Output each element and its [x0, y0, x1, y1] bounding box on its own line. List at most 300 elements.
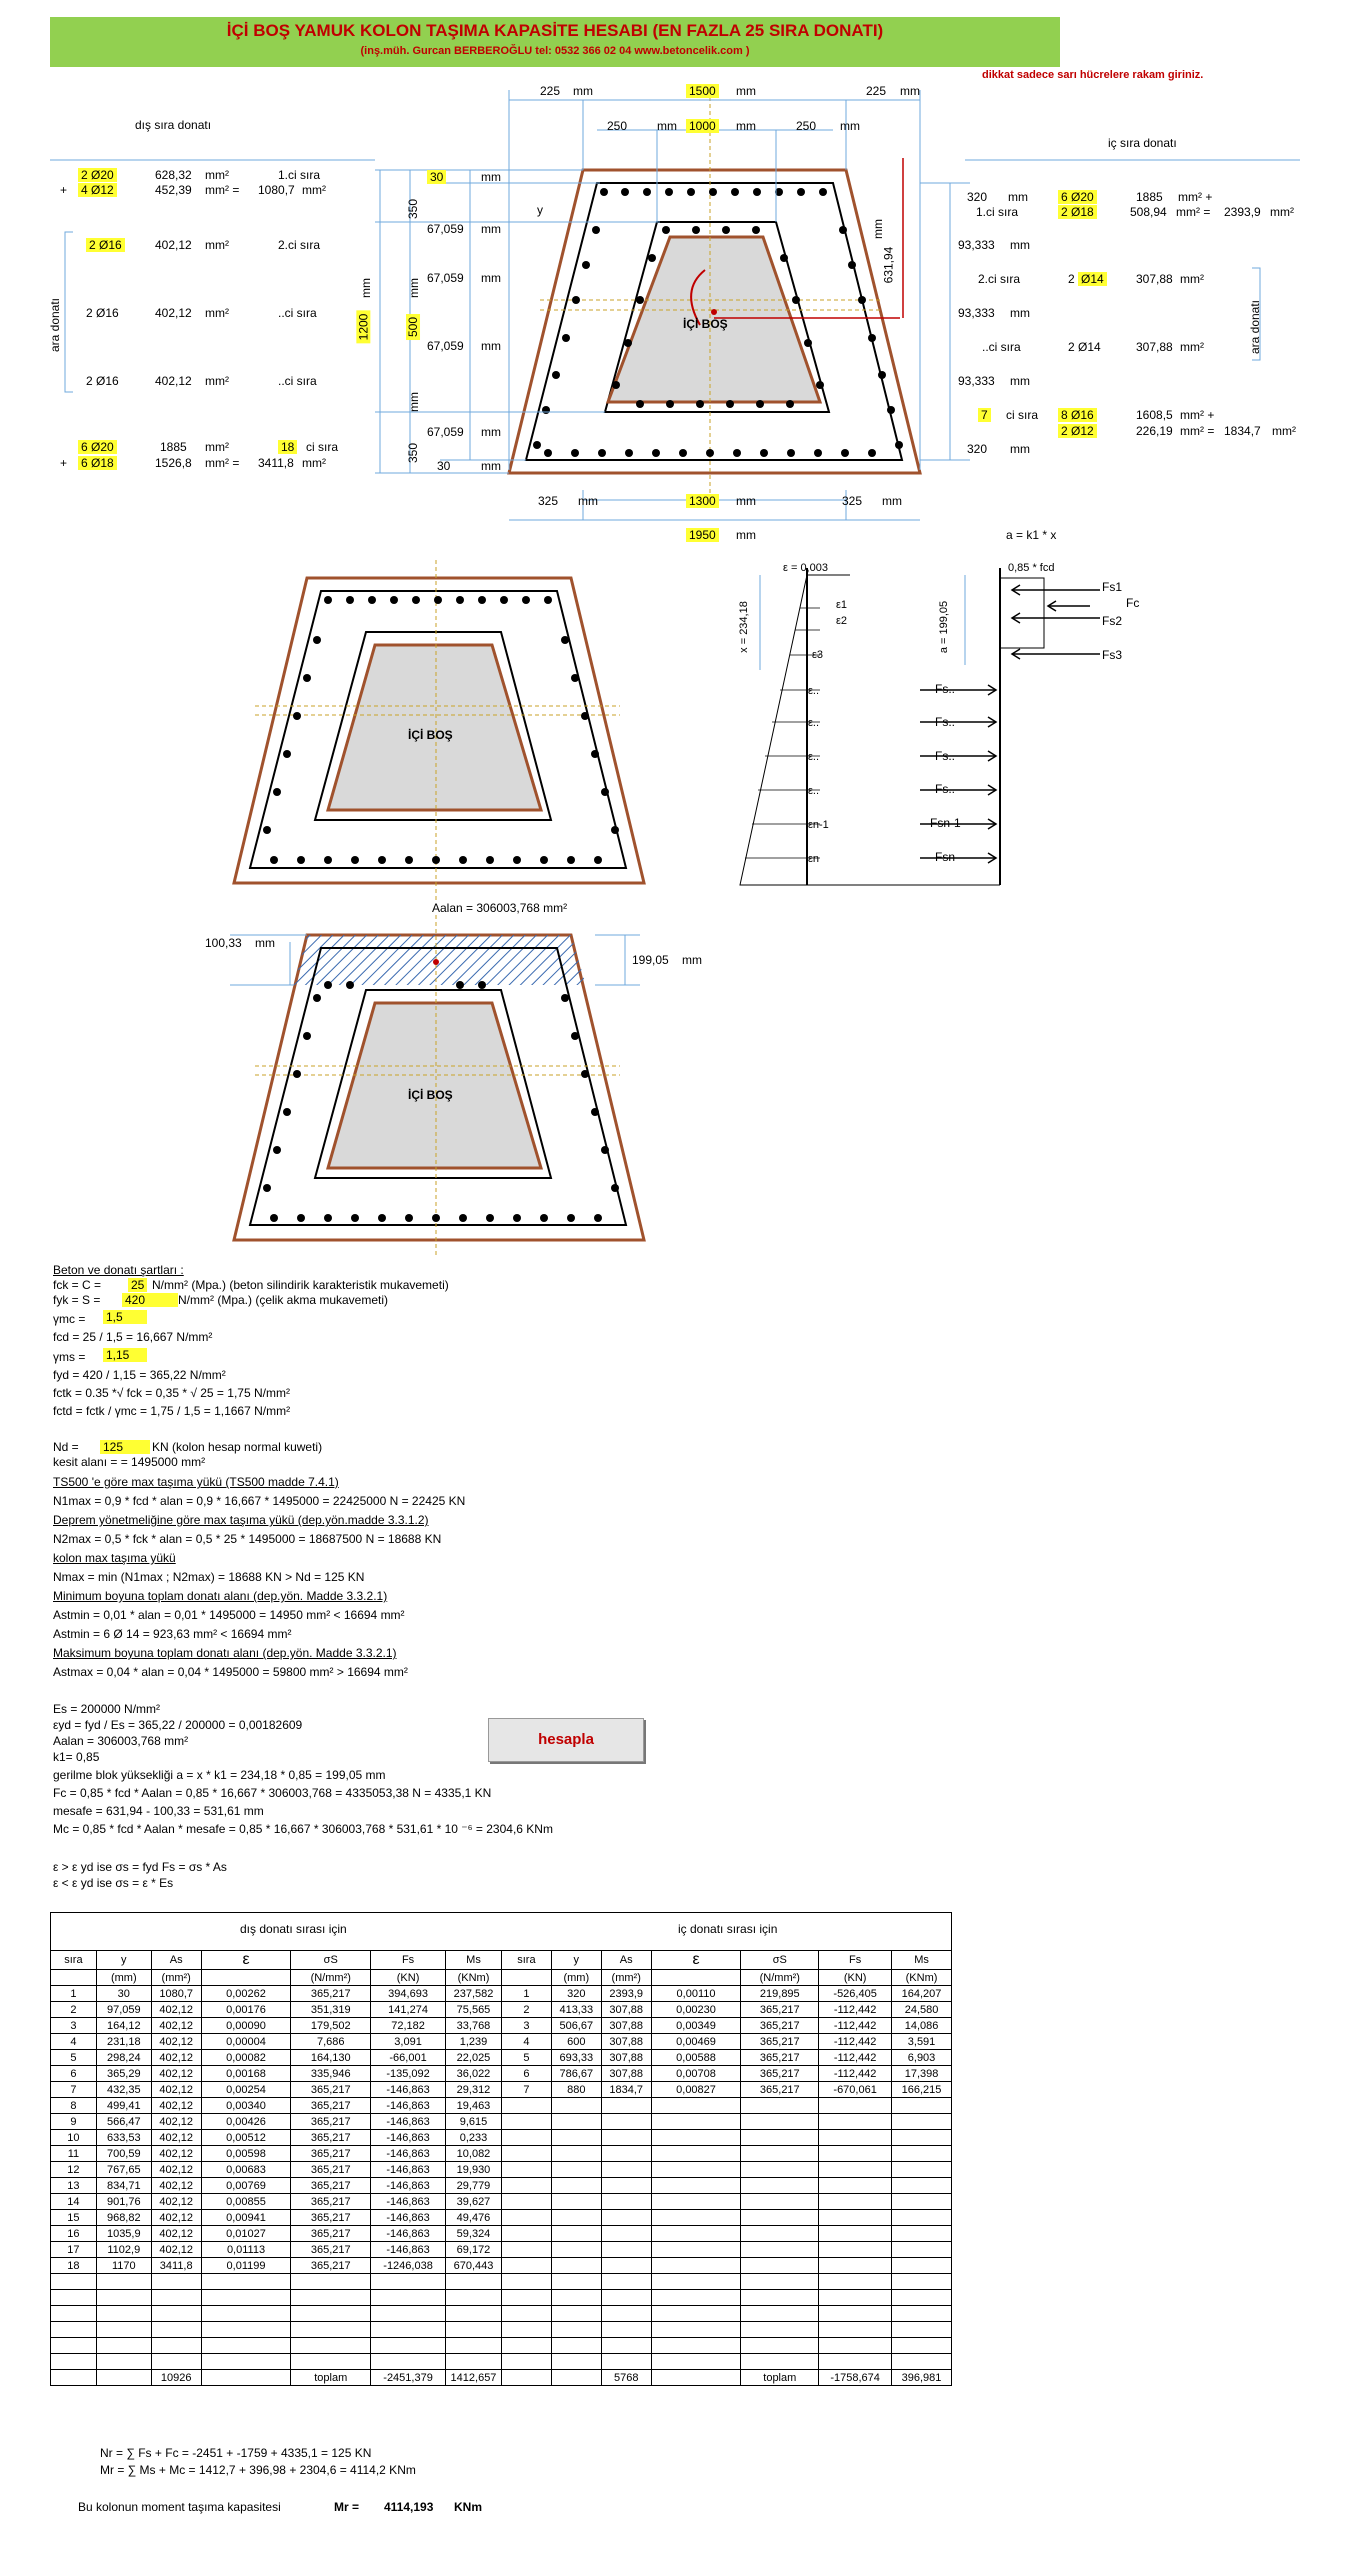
table-row	[502, 2306, 952, 2322]
table-cell: 320	[551, 1986, 601, 2002]
table-cell	[201, 2274, 291, 2290]
column-header: (mm²)	[151, 1970, 201, 1986]
table-cell: 365,217	[741, 2082, 819, 2098]
table-cell: 3,591	[892, 2034, 952, 2050]
table-cell: 0,00827	[651, 2082, 741, 2098]
table-cell	[741, 2130, 819, 2146]
force-fsn: Fsn	[935, 850, 956, 864]
mr-line: Mr = ∑ Ms + Mc = 1412,7 + 396,98 + 2304,6 = 4114,2 KNm	[100, 2463, 416, 2477]
column-header: sıra	[51, 1951, 97, 1970]
table-cell	[651, 2178, 741, 2194]
table-cell	[551, 2114, 601, 2130]
table-cell	[445, 2274, 501, 2290]
table-cell: 1834,7	[601, 2082, 651, 2098]
table-cell	[551, 2274, 601, 2290]
table-row	[502, 2002, 952, 2018]
table-cell	[651, 2290, 741, 2306]
table-row	[502, 2194, 952, 2210]
table-cell: 365,217	[291, 2098, 371, 2114]
total-cell	[201, 2370, 291, 2386]
input-inner-top[interactable]: 1000	[686, 119, 719, 133]
total-cell: toplam	[291, 2370, 371, 2386]
table-cell: 9	[51, 2114, 97, 2130]
table-cell: 402,12	[151, 2082, 201, 2098]
table-cell	[371, 2322, 446, 2338]
table-row	[51, 2354, 502, 2370]
column-header: (N/mm²)	[291, 1970, 371, 1986]
unit-eq: mm² =	[205, 456, 240, 470]
table-cell	[892, 2210, 952, 2226]
table-cell: 901,76	[96, 2194, 151, 2210]
table-total-row	[51, 2370, 502, 2386]
strain-en1: εn-1	[808, 819, 829, 831]
total-cell	[651, 2370, 741, 2386]
input-outer-last-num[interactable]: 18	[278, 440, 297, 454]
table-cell: 0,00855	[201, 2194, 291, 2210]
input-inner-r1a[interactable]: 6 Ø20	[1058, 190, 1097, 204]
fc-line: Fc = 0,85 * fcd * Aalan = 0,85 * 16,667 * 306003,768 = 4335053,38 N = 4335,1 KN	[53, 1786, 492, 1800]
table-cell	[551, 2290, 601, 2306]
table-cell	[371, 2274, 446, 2290]
table-cell	[651, 2274, 741, 2290]
table-cell	[96, 2322, 151, 2338]
strain-e1: ε1	[836, 599, 848, 611]
y-axis-label: y	[537, 203, 543, 217]
unit: mm²	[205, 374, 229, 388]
dim-unit: mm	[1010, 238, 1030, 252]
force-fs3: Fs3	[1102, 648, 1123, 662]
input-outer-r1a[interactable]: 2 Ø20	[78, 168, 117, 182]
table-cell	[601, 2290, 651, 2306]
table-cell: -135,092	[371, 2066, 446, 2082]
table-cell: 39,627	[445, 2194, 501, 2210]
outer-r1-sum: 1080,7	[258, 183, 295, 197]
table-cell: 1	[502, 1986, 552, 2002]
total-cell: -1758,674	[819, 2370, 892, 2386]
inner-r2-label: 2.ci sıra	[978, 272, 1021, 286]
table-cell	[551, 2354, 601, 2370]
dim-67-2: 67,059	[427, 271, 464, 285]
table-cell: 75,565	[445, 2002, 501, 2018]
strain-e3: ε3	[812, 649, 824, 661]
input-outer-r1b[interactable]: 4 Ø12	[78, 183, 117, 197]
table-cell: 394,693	[371, 1986, 446, 2002]
nmax-line: Nmax = min (N1max ; N2max) = 18688 KN > Nd = 125 KN	[53, 1570, 365, 1584]
table-cell: 166,215	[892, 2082, 952, 2098]
table-cell: -66,001	[371, 2050, 446, 2066]
column-header	[502, 1970, 552, 1986]
table-row	[51, 2242, 502, 2258]
table-cell	[892, 2274, 952, 2290]
table-header-row	[502, 1970, 952, 1986]
table-cell: 365,217	[291, 2210, 371, 2226]
table-cell: 6,903	[892, 2050, 952, 2066]
table-cell: 72,182	[371, 2018, 446, 2034]
table-cell	[502, 2338, 552, 2354]
inner-last-a-area: 1608,5	[1136, 408, 1173, 422]
table-cell	[201, 2306, 291, 2322]
total-cell	[51, 2370, 97, 2386]
table-cell: 2	[51, 2002, 97, 2018]
table-cell	[502, 2242, 552, 2258]
table-cell	[741, 2178, 819, 2194]
outer-r4-label: ..ci sıra	[278, 374, 317, 388]
total-cell: 1412,657	[445, 2370, 501, 2386]
table-cell	[291, 2306, 371, 2322]
hollow-label-2: İÇİ BOŞ	[408, 728, 453, 742]
mc-line: Mc = 0,85 * fcd * Aalan * mesafe = 0,85 * 16,667 * 306003,768 * 531,61 * 10 ⁻⁶ = 2304,6 KNm	[53, 1822, 553, 1836]
table-cell	[601, 2130, 651, 2146]
table-cell	[741, 2226, 819, 2242]
dim-unit: mm	[1010, 442, 1030, 456]
table-cell: 351,319	[291, 2002, 371, 2018]
table-cell: 413,33	[551, 2002, 601, 2018]
table-cell	[291, 2274, 371, 2290]
input-inner-last-num[interactable]: 7	[978, 408, 991, 422]
table-cell: 402,12	[151, 2114, 201, 2130]
table-cell	[151, 2338, 201, 2354]
input-inner-height[interactable]: 500	[406, 314, 420, 340]
table-cell: 880	[551, 2082, 601, 2098]
table-cell: 18	[51, 2258, 97, 2274]
unit-eq: mm² =	[1180, 424, 1215, 438]
input-inner-last-a[interactable]: 8 Ø16	[1058, 408, 1097, 422]
table-cell	[892, 2354, 952, 2370]
force-fs-dots: Fs..	[935, 749, 955, 763]
plus-sign: +	[60, 456, 68, 470]
table-cell: 6	[51, 2066, 97, 2082]
table-cell	[201, 2322, 291, 2338]
outer-r2-label: 2.ci sıra	[278, 238, 321, 252]
table-cell: 365,217	[291, 2082, 371, 2098]
table-row	[51, 2178, 502, 2194]
input-cover[interactable]: 30	[427, 170, 446, 184]
unit: mm²	[1180, 272, 1204, 286]
table-cell: 4	[51, 2034, 97, 2050]
column-header: (KNm)	[445, 1970, 501, 1986]
top-width-compression: 100,33	[205, 936, 242, 950]
area-line: kesit alanı = = 1495000 mm²	[53, 1455, 206, 1469]
table-cell	[291, 2354, 371, 2370]
table-cell: 7	[502, 2082, 552, 2098]
table-cell	[819, 2098, 892, 2114]
dim-unit: mm	[871, 219, 885, 239]
table-cell	[445, 2322, 501, 2338]
table-cell	[741, 2290, 819, 2306]
table-cell: 164,207	[892, 1986, 952, 2002]
table-cell: 1	[51, 1986, 97, 2002]
table-cell	[601, 2146, 651, 2162]
unit: mm²	[1270, 205, 1294, 219]
column-header: σS	[741, 1951, 819, 1970]
table-cell	[601, 2114, 651, 2130]
table-cell	[892, 2322, 952, 2338]
table-cell	[651, 2130, 741, 2146]
table-cell: 0,00512	[201, 2130, 291, 2146]
input-outer-last-b[interactable]: 6 Ø18	[78, 456, 117, 470]
outer-r1b-area: 452,39	[155, 183, 192, 197]
input-height[interactable]: 1200	[356, 311, 370, 344]
table-cell: 365,217	[291, 2194, 371, 2210]
input-inner-r2[interactable]: Ø14	[1078, 272, 1107, 286]
fcd-line: fcd = 25 / 1,5 = 16,667 N/mm²	[53, 1330, 213, 1344]
input-gamma-ms[interactable]: 1,15	[103, 1348, 147, 1362]
unit: mm²	[205, 168, 229, 182]
table-cell: 19,930	[445, 2162, 501, 2178]
outer-r3[interactable]: 2 Ø16	[86, 306, 119, 320]
input-outer-last-a[interactable]: 6 Ø20	[78, 440, 117, 454]
table-cell	[601, 2274, 651, 2290]
input-gamma-mc[interactable]: 1,5	[103, 1310, 147, 1324]
table-row	[502, 2258, 952, 2274]
table-cell	[892, 2146, 952, 2162]
inner-r3[interactable]: 2 Ø14	[1068, 340, 1101, 354]
input-fyk[interactable]: 420	[122, 1293, 178, 1307]
table-cell: 307,88	[601, 2002, 651, 2018]
column-header: (KNm)	[892, 1970, 952, 1986]
table-cell	[551, 2242, 601, 2258]
table-row	[502, 2178, 952, 2194]
calculate-button[interactable]: hesapla	[488, 1718, 644, 1762]
table-cell	[819, 2114, 892, 2130]
table-cell: 402,12	[151, 2066, 201, 2082]
dim-unit: mm	[736, 84, 756, 98]
table-cell: -146,863	[371, 2226, 446, 2242]
dim-325-right: 325	[842, 494, 863, 508]
table-cell: 164,130	[291, 2050, 371, 2066]
table-cell	[892, 2098, 952, 2114]
column-header: y	[96, 1951, 151, 1970]
table-cell	[151, 2322, 201, 2338]
dim-unit: mm	[359, 278, 373, 298]
total-cell: 396,981	[892, 2370, 952, 2386]
dim-250-left: 250	[607, 119, 628, 133]
dim-631: 631,94	[881, 246, 896, 284]
unit: mm²	[205, 306, 229, 320]
column-header: (mm)	[96, 1970, 151, 1986]
table-cell: 59,324	[445, 2226, 501, 2242]
dim-225-left: 225	[540, 84, 561, 98]
input-bottom-width[interactable]: 1950	[686, 528, 719, 542]
table-cell	[371, 2338, 446, 2354]
nd-label: Nd =	[53, 1440, 79, 1454]
table-cell	[445, 2306, 501, 2322]
table-cell: 365,217	[741, 2050, 819, 2066]
total-cell: -2451,379	[371, 2370, 446, 2386]
table-row	[502, 2226, 952, 2242]
table-cell: -146,863	[371, 2162, 446, 2178]
table-cell	[651, 2258, 741, 2274]
outer-r1a-area: 628,32	[155, 168, 192, 182]
table-cell: 0,00082	[201, 2050, 291, 2066]
table-cell: 1,239	[445, 2034, 501, 2050]
table-cell	[51, 2274, 97, 2290]
table-cell	[291, 2290, 371, 2306]
table-cell: 566,47	[96, 2114, 151, 2130]
table-cell	[551, 2130, 601, 2146]
table-cell	[819, 2322, 892, 2338]
total-cell	[502, 2370, 552, 2386]
table-cell: 0,00588	[651, 2050, 741, 2066]
table-cell	[892, 2162, 952, 2178]
table-row	[51, 2226, 502, 2242]
table-cell	[819, 2226, 892, 2242]
table-cell: -146,863	[371, 2146, 446, 2162]
table-cell: 335,946	[291, 2066, 371, 2082]
table-cell	[51, 2354, 97, 2370]
table-row	[51, 2098, 502, 2114]
table-cell: 4	[502, 2034, 552, 2050]
table-cell: 365,217	[291, 2258, 371, 2274]
table-cell: 5	[51, 2050, 97, 2066]
unit: mm²	[205, 440, 229, 454]
force-fc: Fc	[1126, 596, 1140, 610]
input-inner-last-b[interactable]: 2 Ø12	[1058, 424, 1097, 438]
table-cell	[96, 2354, 151, 2370]
capacity-value: 4114,193	[384, 2500, 434, 2514]
table-cell	[502, 2274, 552, 2290]
table-cell	[551, 2306, 601, 2322]
dim-unit: mm	[1008, 190, 1028, 204]
table-cell	[551, 2146, 601, 2162]
table-cell: -146,863	[371, 2242, 446, 2258]
column-header: ε	[201, 1951, 291, 1970]
mesafe-line: mesafe = 631,94 - 100,33 = 531,61 mm	[53, 1804, 264, 1818]
table-cell: 633,53	[96, 2130, 151, 2146]
capacity-unit: KNm	[454, 2500, 483, 2514]
compression-area: Aalan = 306003,768 mm²	[432, 901, 568, 915]
table-cell	[551, 2210, 601, 2226]
table-cell: 0,00349	[651, 2018, 741, 2034]
table-row	[502, 2354, 952, 2370]
table-cell: -112,442	[819, 2066, 892, 2082]
table-cell: 402,12	[151, 2146, 201, 2162]
outer-last-sum: 3411,8	[258, 456, 294, 470]
table-row	[51, 2162, 502, 2178]
table-cell	[502, 2146, 552, 2162]
table-cell	[291, 2338, 371, 2354]
stress-block: 0,85 * fcd	[1008, 562, 1055, 574]
table-header-row	[502, 1951, 952, 1970]
outer-r2-area: 402,12	[155, 238, 192, 252]
table-row	[502, 2018, 952, 2034]
table-cell: 10	[51, 2130, 97, 2146]
astmax-line: Astmax = 0,04 * alan = 0,04 * 1495000 = 59800 mm² > 16694 mm²	[53, 1665, 408, 1679]
gamma-ms-label: γms =	[53, 1350, 86, 1364]
capacity-mr: Mr =	[334, 2500, 360, 2514]
inner-r1b-area: 508,94	[1130, 205, 1167, 219]
table-cell: 0,00426	[201, 2114, 291, 2130]
inner-r2-area: 307,88	[1136, 272, 1173, 286]
dim-67-3: 67,059	[427, 339, 464, 353]
table-cell	[892, 2194, 952, 2210]
table-cell	[445, 2354, 501, 2370]
table-cell: 834,71	[96, 2178, 151, 2194]
dim-unit: mm	[481, 222, 501, 236]
table-cell	[151, 2354, 201, 2370]
table-cell: 3411,8	[151, 2258, 201, 2274]
table-row	[51, 1986, 502, 2002]
table-cell: 0,00340	[201, 2098, 291, 2114]
inner-r2-count: 2	[1068, 272, 1075, 286]
table-cell: 164,12	[96, 2018, 151, 2034]
table-cell: 402,12	[151, 2002, 201, 2018]
dim-unit: mm	[481, 459, 501, 473]
total-cell: 5768	[601, 2370, 651, 2386]
table-cell: 402,12	[151, 2162, 201, 2178]
outer-r4[interactable]: 2 Ø16	[86, 374, 119, 388]
input-top-width[interactable]: 1500	[686, 84, 719, 98]
input-outer-r2[interactable]: 2 Ø16	[86, 238, 125, 252]
table-cell	[651, 2162, 741, 2178]
table-cell	[51, 2290, 97, 2306]
strain-top: ε = 0,003	[783, 562, 828, 574]
inner-last-label: ci sıra	[1006, 408, 1039, 422]
table-cell: 298,24	[96, 2050, 151, 2066]
inner-table-title: iç donatı sırası için	[678, 1922, 778, 1936]
input-fck[interactable]: 25	[128, 1278, 147, 1292]
outer-last-b-area: 1526,8	[155, 456, 192, 470]
table-cell: 9,615	[445, 2114, 501, 2130]
table-cell	[601, 2306, 651, 2322]
es-line: Es = 200000 N/mm²	[53, 1702, 161, 1716]
kolon-heading: kolon max taşıma yükü	[53, 1551, 176, 1565]
table-cell: -146,863	[371, 2130, 446, 2146]
table-cell: 1102,9	[96, 2242, 151, 2258]
table-header-row	[51, 1970, 502, 1986]
input-bottom-inner[interactable]: 1300	[686, 494, 719, 508]
table-cell: 0,00769	[201, 2178, 291, 2194]
table-cell: 1170	[96, 2258, 151, 2274]
table-cell	[651, 2098, 741, 2114]
strain-e2: ε2	[836, 615, 848, 627]
table-cell: 2393,9	[601, 1986, 651, 2002]
table-cell	[892, 2338, 952, 2354]
table-cell: 402,12	[151, 2018, 201, 2034]
table-cell	[892, 2178, 952, 2194]
table-cell	[601, 2226, 651, 2242]
table-cell: -1246,038	[371, 2258, 446, 2274]
table-cell	[51, 2322, 97, 2338]
x-value: x = 234,18	[737, 601, 750, 653]
table-cell	[601, 2242, 651, 2258]
table-cell	[502, 2354, 552, 2370]
table-cell	[601, 2210, 651, 2226]
table-cell: 0,01199	[201, 2258, 291, 2274]
table-cell	[96, 2338, 151, 2354]
table-cell: 0,00090	[201, 2018, 291, 2034]
table-cell	[819, 2306, 892, 2322]
fyd-line: fyd = 420 / 1,15 = 365,22 N/mm²	[53, 1368, 226, 1382]
table-cell	[892, 2242, 952, 2258]
table-cell: 365,217	[291, 2130, 371, 2146]
table-cell: 16	[51, 2226, 97, 2242]
inner-last-b-area: 226,19	[1136, 424, 1173, 438]
table-cell	[651, 2226, 741, 2242]
column-header: (mm)	[551, 1970, 601, 1986]
table-cell: 670,443	[445, 2258, 501, 2274]
input-nd[interactable]: 125	[100, 1440, 150, 1454]
table-cell	[741, 2354, 819, 2370]
force-fsn1: Fsn-1	[930, 816, 961, 830]
table-cell: 5	[502, 2050, 552, 2066]
table-cell	[601, 2258, 651, 2274]
table-cell	[892, 2114, 952, 2130]
fck-label: fck = C =	[53, 1278, 102, 1292]
input-inner-r1b[interactable]: 2 Ø18	[1058, 205, 1097, 219]
table-cell: 33,768	[445, 2018, 501, 2034]
table-cell	[201, 2338, 291, 2354]
